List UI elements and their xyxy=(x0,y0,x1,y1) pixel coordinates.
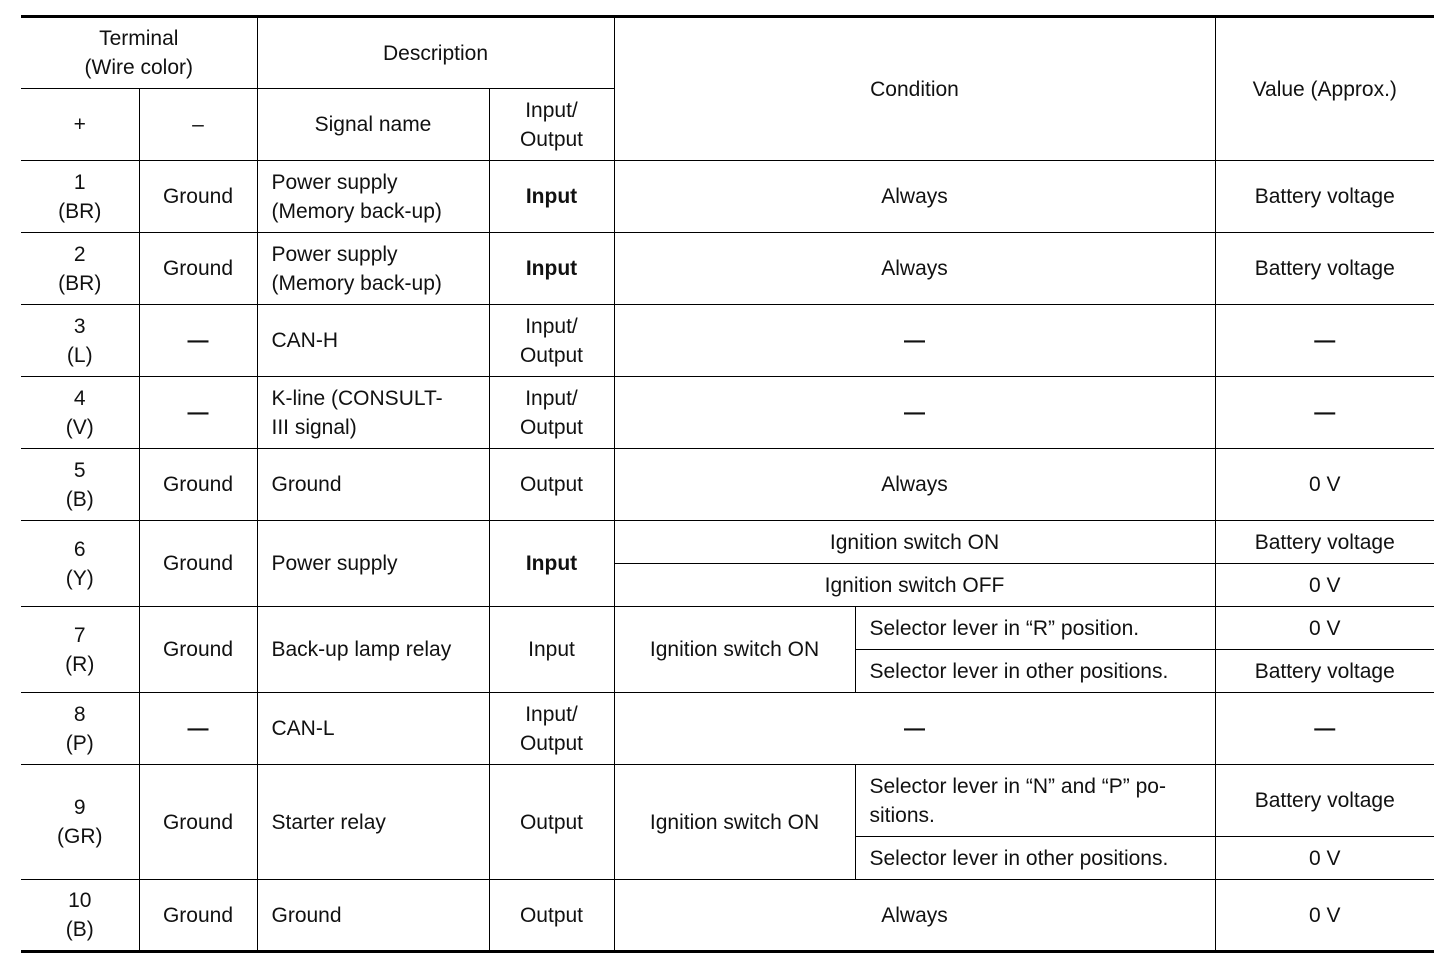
io-header-line: Input/ xyxy=(525,98,578,122)
io-cell: Input xyxy=(489,521,614,607)
io-cell: Input xyxy=(489,607,614,693)
io-cell: Input xyxy=(489,161,614,233)
signal-cell: Back-up lamp relay xyxy=(257,607,489,693)
signal-cell xyxy=(257,377,489,449)
io-line: Output xyxy=(519,343,584,367)
signal-line: III signal) xyxy=(271,415,357,439)
minus-cell: — xyxy=(139,693,257,765)
io-cell: Output xyxy=(489,449,614,521)
wire-color: (BR) xyxy=(58,271,102,295)
terminal-number: 2 xyxy=(73,242,86,266)
wire-color: (V) xyxy=(65,415,94,439)
table-row xyxy=(21,233,1434,305)
io-line: Input/ xyxy=(525,314,578,338)
wire-color: (B) xyxy=(65,487,94,511)
table-row xyxy=(21,521,1434,564)
wire-color: (B) xyxy=(65,918,94,941)
subcondition-cell xyxy=(855,765,1215,837)
subcondition-cell: Selector lever in other positions. xyxy=(855,650,1215,693)
signal-cell: Starter relay xyxy=(257,765,489,880)
signal-name-header: Signal name xyxy=(257,89,489,161)
header-row-1 xyxy=(21,17,1434,89)
signal-cell: Ground xyxy=(257,449,489,521)
condition-cell: Ignition switch ON xyxy=(614,521,1215,564)
signal-line: Power supply xyxy=(271,170,398,194)
condition-cell: Always xyxy=(614,233,1215,305)
table-row xyxy=(21,305,1434,377)
minus-cell: Ground xyxy=(139,880,257,952)
terminal-cell xyxy=(21,305,139,377)
io-line: Output xyxy=(519,731,584,755)
terminal-number: 6 xyxy=(73,537,86,561)
terminal-number: 10 xyxy=(68,889,92,912)
value-cell: Battery voltage xyxy=(1215,233,1434,305)
wire-color: (R) xyxy=(65,652,95,676)
minus-cell: Ground xyxy=(139,449,257,521)
value-header: Value (Approx.) xyxy=(1215,17,1434,161)
io-line: Input/ xyxy=(525,702,578,726)
value-cell: 0 V xyxy=(1215,880,1434,952)
terminal-header-line: Terminal xyxy=(99,27,179,50)
condition-header: Condition xyxy=(614,17,1215,161)
condition-cell: Always xyxy=(614,880,1215,952)
io-line: Output xyxy=(519,415,584,439)
condition-cell: — xyxy=(614,305,1215,377)
io-line: Input/ xyxy=(525,386,578,410)
plus-header: + xyxy=(21,89,139,161)
terminal-cell xyxy=(21,449,139,521)
minus-cell: — xyxy=(139,305,257,377)
table-row xyxy=(21,607,1434,650)
table-row xyxy=(21,161,1434,233)
io-cell xyxy=(489,305,614,377)
condition-cell: Ignition switch OFF xyxy=(614,564,1215,607)
terminal-number: 9 xyxy=(73,796,86,819)
terminal-table-container xyxy=(21,15,1434,953)
wire-color: (BR) xyxy=(58,199,102,223)
subcondition-cell: Selector lever in other positions. xyxy=(855,837,1215,880)
wire-color: (L) xyxy=(66,343,93,367)
subcondition-line: Selector lever in “N” and “P” po- xyxy=(869,774,1166,798)
terminal-cell xyxy=(21,521,139,607)
terminal-cell xyxy=(21,377,139,449)
value-cell: Battery voltage xyxy=(1215,650,1434,693)
io-cell xyxy=(489,377,614,449)
terminal-cell xyxy=(21,607,139,693)
terminal-number: 3 xyxy=(73,314,86,338)
subcondition-line: sitions. xyxy=(869,803,935,827)
table-row xyxy=(21,765,1434,837)
io-header-line: Output xyxy=(519,127,584,151)
value-cell: 0 V xyxy=(1215,564,1434,607)
io-header xyxy=(489,89,614,161)
wire-color: (GR) xyxy=(57,825,103,848)
value-cell: Battery voltage xyxy=(1215,161,1434,233)
signal-line: (Memory back-up) xyxy=(271,199,442,223)
terminal-table xyxy=(21,15,1434,953)
table-row xyxy=(21,449,1434,521)
value-cell: 0 V xyxy=(1215,449,1434,521)
signal-line: Power supply xyxy=(271,242,398,266)
signal-cell xyxy=(257,161,489,233)
minus-cell: Ground xyxy=(139,233,257,305)
table-row xyxy=(21,693,1434,765)
io-cell: Output xyxy=(489,880,614,952)
terminal-header xyxy=(21,17,257,89)
table-row xyxy=(21,377,1434,449)
terminal-number: 8 xyxy=(73,702,86,726)
terminal-cell xyxy=(21,880,139,952)
io-cell xyxy=(489,693,614,765)
minus-cell: Ground xyxy=(139,607,257,693)
terminal-number: 1 xyxy=(73,170,86,194)
signal-line: K-line (CONSULT- xyxy=(271,386,443,410)
condition-cell: — xyxy=(614,693,1215,765)
terminal-cell xyxy=(21,765,139,880)
value-cell: Battery voltage xyxy=(1215,765,1434,837)
condition-cell: Always xyxy=(614,161,1215,233)
condition-cell: Ignition switch ON xyxy=(614,765,855,880)
wire-color-header-line: (Wire color) xyxy=(84,56,193,79)
signal-cell: Power supply xyxy=(257,521,489,607)
minus-cell: — xyxy=(139,377,257,449)
io-cell: Input xyxy=(489,233,614,305)
subcondition-cell: Selector lever in “R” position. xyxy=(855,607,1215,650)
minus-cell: Ground xyxy=(139,765,257,880)
condition-cell: — xyxy=(614,377,1215,449)
signal-cell: CAN-H xyxy=(257,305,489,377)
terminal-cell xyxy=(21,693,139,765)
terminal-cell xyxy=(21,233,139,305)
condition-cell: Always xyxy=(614,449,1215,521)
value-cell: — xyxy=(1215,305,1434,377)
condition-cell: Ignition switch ON xyxy=(614,607,855,693)
value-cell: — xyxy=(1215,377,1434,449)
signal-line: (Memory back-up) xyxy=(271,271,442,295)
value-cell: Battery voltage xyxy=(1215,521,1434,564)
signal-cell xyxy=(257,233,489,305)
signal-cell: CAN-L xyxy=(257,693,489,765)
terminal-number: 4 xyxy=(73,386,86,410)
wire-color: (P) xyxy=(65,731,94,755)
value-cell: 0 V xyxy=(1215,607,1434,650)
terminal-number: 7 xyxy=(73,623,86,647)
io-cell: Output xyxy=(489,765,614,880)
signal-cell: Ground xyxy=(257,880,489,952)
wire-color: (Y) xyxy=(65,566,94,590)
minus-header: – xyxy=(139,89,257,161)
minus-cell: Ground xyxy=(139,521,257,607)
terminal-cell xyxy=(21,161,139,233)
terminal-number: 5 xyxy=(73,458,86,482)
minus-cell: Ground xyxy=(139,161,257,233)
table-row xyxy=(21,880,1434,952)
value-cell: — xyxy=(1215,693,1434,765)
value-cell: 0 V xyxy=(1215,837,1434,880)
description-header: Description xyxy=(257,17,614,89)
